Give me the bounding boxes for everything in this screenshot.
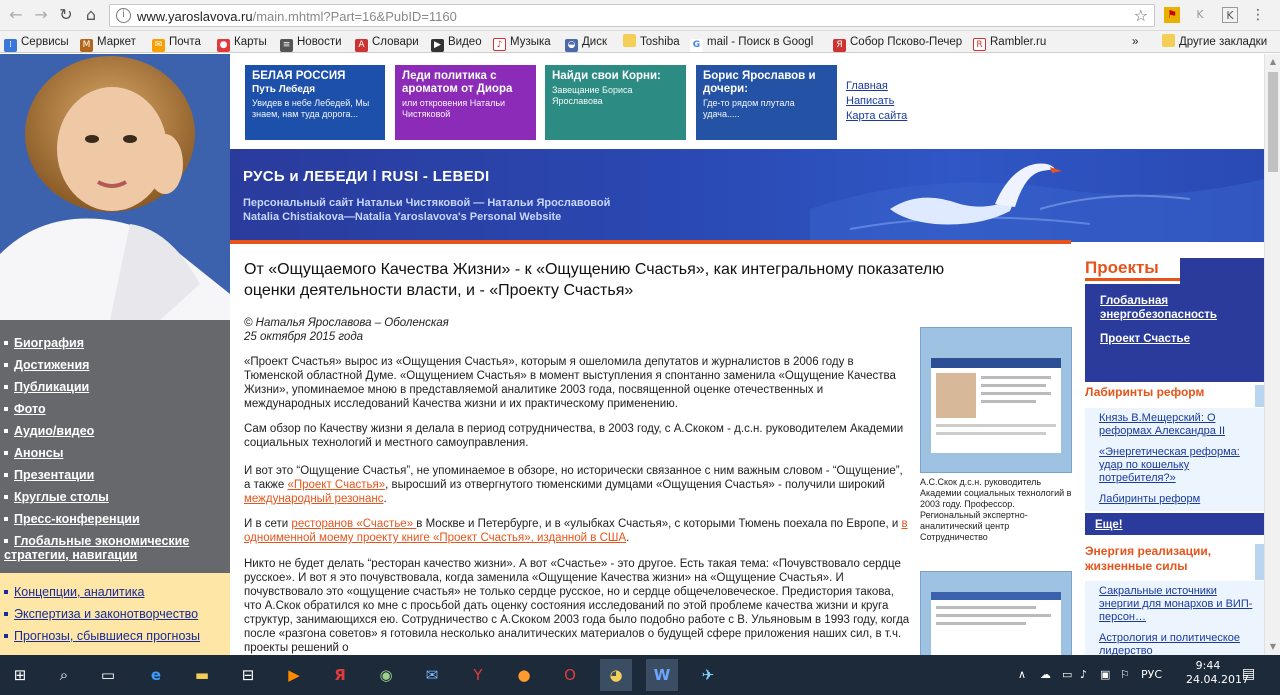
energy-heading: Энергия реализации, жизненные силы: [1085, 544, 1212, 573]
maps-pin-icon: ●: [217, 39, 230, 52]
scroll-down-icon[interactable]: ▼: [1269, 642, 1277, 651]
info-icon[interactable]: i: [116, 8, 131, 23]
folder-icon: [1162, 34, 1175, 47]
nav-round-tables[interactable]: Круглые столы: [0, 486, 230, 508]
yandex-icon: Я: [833, 39, 846, 52]
divider-line: [230, 240, 1071, 244]
search-icon[interactable]: ⌕: [59, 666, 69, 684]
nav-concepts[interactable]: Концепции, аналитика: [0, 581, 230, 603]
bookmark-market[interactable]: М Маркет: [80, 34, 136, 50]
link-energy-reform[interactable]: «Энергетическая реформа: удар по кошельку потребителя?»: [1099, 446, 1240, 484]
mail-icon: ✉: [152, 39, 165, 52]
website-screenshot-image: [921, 328, 1071, 472]
nav-achievements[interactable]: Достижения: [0, 354, 230, 376]
tray-battery-icon[interactable]: ▭: [1062, 668, 1073, 681]
portrait-illustration: [0, 54, 230, 320]
forward-icon[interactable]: →: [34, 5, 48, 24]
link-happiness-project[interactable]: «Проект Счастья»: [287, 479, 386, 491]
promo-find-roots[interactable]: Найди свои Корни: Завещание Бориса Ярославова: [545, 65, 686, 140]
music-icon: ♪: [493, 38, 506, 51]
bookmark-music[interactable]: ♪ Музыка: [493, 34, 551, 50]
banner-subtitle: Персональный сайт Натальи Чистяковой — Натальи Ярославовой Natalia Chistiakova—Natalia Yaroslavova's Personal Website: [243, 197, 611, 223]
nav-expertise[interactable]: Экспертиза и законотворчество: [0, 603, 230, 625]
market-icon: М: [80, 39, 93, 52]
app-bird-icon[interactable]: ✈: [701, 666, 715, 684]
back-icon[interactable]: ←: [9, 5, 23, 24]
media-player-icon[interactable]: ▶: [288, 666, 300, 684]
bookmarks-bar: [0, 31, 1280, 53]
banner-title: РУСЬ и ЛЕБЕДИ ǀ RUSI - LEBEDI: [243, 168, 490, 185]
tray-network-icon[interactable]: ☁: [1040, 668, 1051, 681]
app-circle-icon[interactable]: ◉: [379, 666, 393, 684]
windows-start-icon[interactable]: ⊞: [13, 666, 27, 684]
bookmark-mail[interactable]: ✉ Почта: [152, 34, 201, 50]
link-home[interactable]: Главная: [846, 80, 888, 92]
file-explorer-icon[interactable]: ▬: [194, 666, 210, 684]
nav-publications[interactable]: Публикации: [0, 376, 230, 398]
dictionary-icon: A: [355, 39, 368, 52]
url-text: www.yaroslavova.ru/main.mhtml?Part=16&PubID=1160: [137, 9, 457, 24]
bookmarks-more[interactable]: »: [1132, 36, 1139, 48]
edge-icon[interactable]: e: [150, 666, 162, 684]
browser-toolbar: [0, 0, 1280, 31]
article-image-screenshot[interactable]: [920, 327, 1072, 473]
article-image-2[interactable]: [920, 571, 1072, 655]
labyrinth-box: [1085, 408, 1264, 511]
nav-global-strategies[interactable]: Глобальные экономические стратегии, навигации: [4, 534, 190, 562]
link-sitemap[interactable]: Карта сайта: [846, 110, 908, 122]
nav-audio-video[interactable]: Аудио/видео: [0, 420, 230, 442]
promo-boris-yaroslavov[interactable]: Борис Ярославов и дочери: Где-то рядом плутала удача.....: [696, 65, 837, 140]
language-indicator[interactable]: РУС: [1141, 668, 1163, 681]
portrait-photo: [0, 54, 230, 320]
disk-icon: ◒: [565, 39, 578, 52]
link-book-usa[interactable]: в одноименной моему проекту книге «Проект Счастья», изданной в США: [244, 518, 908, 544]
store-icon[interactable]: ⊟: [241, 666, 255, 684]
nav-biography[interactable]: Биография: [0, 332, 230, 354]
link-astrology-leadership[interactable]: Астрология и политическое лидерство: [1099, 632, 1240, 655]
address-bar[interactable]: [109, 4, 1155, 27]
yandex-app-icon[interactable]: Y: [473, 666, 483, 684]
bookmark-toshiba[interactable]: Toshiba: [623, 34, 680, 50]
link-global-energy-security[interactable]: Глобальная энергобезопасность: [1100, 295, 1217, 321]
link-write[interactable]: Написать: [846, 95, 895, 107]
opera-icon[interactable]: O: [564, 666, 576, 684]
link-sacred-energy[interactable]: Сакральные источники энергии для монархов и ВИП-персон…: [1099, 585, 1253, 623]
video-icon: ▶: [431, 39, 444, 52]
extension-flag-icon[interactable]: ⚑: [1164, 7, 1180, 23]
bookmark-disk[interactable]: ◒ Диск: [565, 34, 607, 50]
labyrinth-heading-bar: [1255, 385, 1264, 407]
top-links: [846, 79, 907, 124]
bookmark-other[interactable]: Другие закладки: [1162, 34, 1267, 50]
task-view-icon[interactable]: ▭: [100, 666, 116, 684]
bookmark-rambler[interactable]: R Rambler.ru: [973, 34, 1046, 50]
link-more[interactable]: Еще!: [1095, 519, 1123, 531]
folder-icon: [623, 34, 636, 47]
word-icon[interactable]: W: [646, 659, 678, 691]
projects-heading: Проекты: [1085, 258, 1185, 281]
link-happiness-project-sidebar[interactable]: Проект Счастье: [1100, 333, 1191, 345]
link-labyrinth-reforms[interactable]: Лабиринты реформ: [1099, 493, 1201, 505]
nav-press-conferences[interactable]: Пресс-конференции: [0, 508, 230, 530]
scrollbar-thumb[interactable]: [1268, 72, 1278, 172]
bookmark-sobor[interactable]: Я Собор Псково-Печер: [833, 34, 962, 50]
news-icon: ≡: [280, 39, 293, 52]
extension-k-icon[interactable]: K: [1196, 8, 1204, 21]
nav-forecasts[interactable]: Прогнозы, сбывшиеся прогнозы: [0, 625, 230, 647]
tray-volume-icon[interactable]: ♪: [1080, 668, 1088, 681]
article-title: От «Ощущаемого Качества Жизни» - к «Ощущению Счастья», как интегральному показателю оценки деятельности власти, и - «Проекту Счастья»: [244, 261, 945, 299]
article-date: 25 октября 2015 года: [244, 331, 364, 343]
projects-box: [1085, 284, 1264, 382]
google-icon: G: [690, 39, 703, 52]
tray-chevron-icon[interactable]: ∧: [1018, 668, 1027, 681]
tray-wifi-icon[interactable]: ⚐: [1120, 668, 1130, 681]
swan-illustration: [810, 149, 1264, 242]
article-paragraph-3: И вот это “Ощущение Счастья”, не упоминаемое в обзоре, но исторически связанное с ним важным словом - “Ощущение”, а также «Проект Счастья», выросший из отвергнутого тюменскими думцами «Ощущения Счастья» - получили широкий международный резонанс.: [244, 465, 903, 505]
image-caption: А.С.Скок д.с.н. руководитель Академии социальных технологий в 2003 году. Профессор. Региональный экспертно-аналитический центр Сотрудничество: [920, 477, 1072, 542]
extension-ki-icon[interactable]: K: [1222, 7, 1238, 23]
home-icon[interactable]: ⌂: [85, 5, 97, 24]
site-banner: [230, 149, 1264, 242]
left-navigation: [0, 320, 230, 573]
energy-box: [1085, 581, 1264, 655]
reload-icon[interactable]: ↻: [59, 5, 73, 24]
app-orange-icon[interactable]: ●: [517, 666, 531, 684]
nav-announcements[interactable]: Анонсы: [0, 442, 230, 464]
chrome-icon[interactable]: ◕: [600, 659, 632, 691]
left-navigation-secondary: [0, 573, 230, 655]
link-restaurants[interactable]: ресторанов «Счастье»: [291, 518, 417, 530]
mail-app-icon[interactable]: ✉: [425, 666, 439, 684]
menu-icon[interactable]: ⋮: [1251, 7, 1265, 23]
yandex-browser-icon[interactable]: Я: [334, 666, 346, 684]
clock[interactable]: 9:44 24.04.2017: [1186, 659, 1249, 686]
article-author: © Наталья Ярославова – Оболенская: [244, 317, 449, 329]
notifications-icon[interactable]: ▤: [1242, 666, 1256, 682]
energy-heading-bar: [1255, 544, 1264, 580]
bookmark-google-search[interactable]: G mail - Поиск в Googl: [690, 34, 813, 50]
bookmark-services[interactable]: ⁞ Сервисы: [4, 34, 69, 50]
bookmark-maps[interactable]: ● Карты: [217, 34, 267, 50]
article-paragraph-1: «Проект Счастья» вырос из «Ощущения Счастья», которым я ошеломила депутатов и журналистов в 2006 году в Тюменской областной Думе. «Ощущением Счастья» в момент выступления я спонтанно заменила «Ощущение Качества Жизни», упоминаемое мною в представляемой аналитике 2003 года, посвященной оценке отечественных и международных исследований Качества жизни и их практическому применению.: [244, 356, 896, 410]
document-screenshot-image: [921, 572, 1071, 655]
bookmark-dictionaries[interactable]: A Словари: [355, 34, 419, 50]
bookmark-star-icon[interactable]: ☆: [1133, 6, 1148, 25]
tray-display-icon[interactable]: ▣: [1100, 668, 1111, 681]
rambler-icon: R: [973, 38, 986, 51]
article-paragraph-4: И в сети ресторанов «Счастье» в Москве и Петербурге, и в «улыбках Счастья», с которыми Тюмень поехала по Европе, и в одноименной моему проекту книге «Проект Счастья», изданной в США.: [244, 518, 908, 544]
bookmark-video[interactable]: ▶ Видео: [431, 34, 482, 50]
article-paragraph-2: Сам обзор по Качеству жизни я делала в период сотрудничества, в 2003 году, с А.Скоком - д.с.н. руководителем Академии социальных технологий и местного самоуправления.: [244, 423, 904, 449]
promo-lady-politics[interactable]: Леди политика с ароматом от Диора или откровения Натальи Чистяковой: [395, 65, 536, 140]
article-paragraph-5: Никто не будет делать “ресторан качество жизни». А вот «Счастье» - это другое. Есть такая тема: «Почувствовало сердце русское». И вот я это почувствовала, когда заменила «Ощущение Качества жизни» на «Ощущение Счастья». И почувствовало это «ощущение счастья» не только сердце русское, но и сердце общечеловеческое. Предистория такова, что А.Скок обратился ко мне с просьбой дать оценку состояния исследований по этой проблеме качества жизни и круга структур, занимающихся ею. Сотрудничество с А.Скоком 2003 года было подобно работе с В. Ульяновым в 1993 году, когда после «разгона советов» я готовила несколько аналитических материалов о будущей сфере приложения наших сил, в т.ч. проекты решений о: [244, 558, 910, 654]
labyrinth-heading: Лабиринты реформ: [1085, 385, 1205, 399]
windows-taskbar: [0, 655, 1280, 695]
link-international-resonance[interactable]: международный резонанс: [244, 493, 384, 505]
more-box: [1085, 513, 1264, 535]
nav-photo[interactable]: Фото: [0, 398, 230, 420]
projects-heading-accent: [1180, 258, 1264, 284]
apps-icon: ⁞: [4, 39, 17, 52]
page-scrollbar[interactable]: [1264, 54, 1280, 655]
scroll-up-icon[interactable]: ▲: [1269, 57, 1277, 66]
page-viewport: [0, 54, 1264, 655]
nav-presentations[interactable]: Презентации: [0, 464, 230, 486]
promo-white-russia[interactable]: БЕЛАЯ РОССИЯ Путь Лебедя Увидев в небе Лебедей, Мы знаем, нам туда дорога...: [245, 65, 385, 140]
bookmark-news[interactable]: ≡ Новости: [280, 34, 342, 50]
link-meshchersky[interactable]: Князь В.Мещерский: О реформах Александра II: [1099, 412, 1226, 437]
